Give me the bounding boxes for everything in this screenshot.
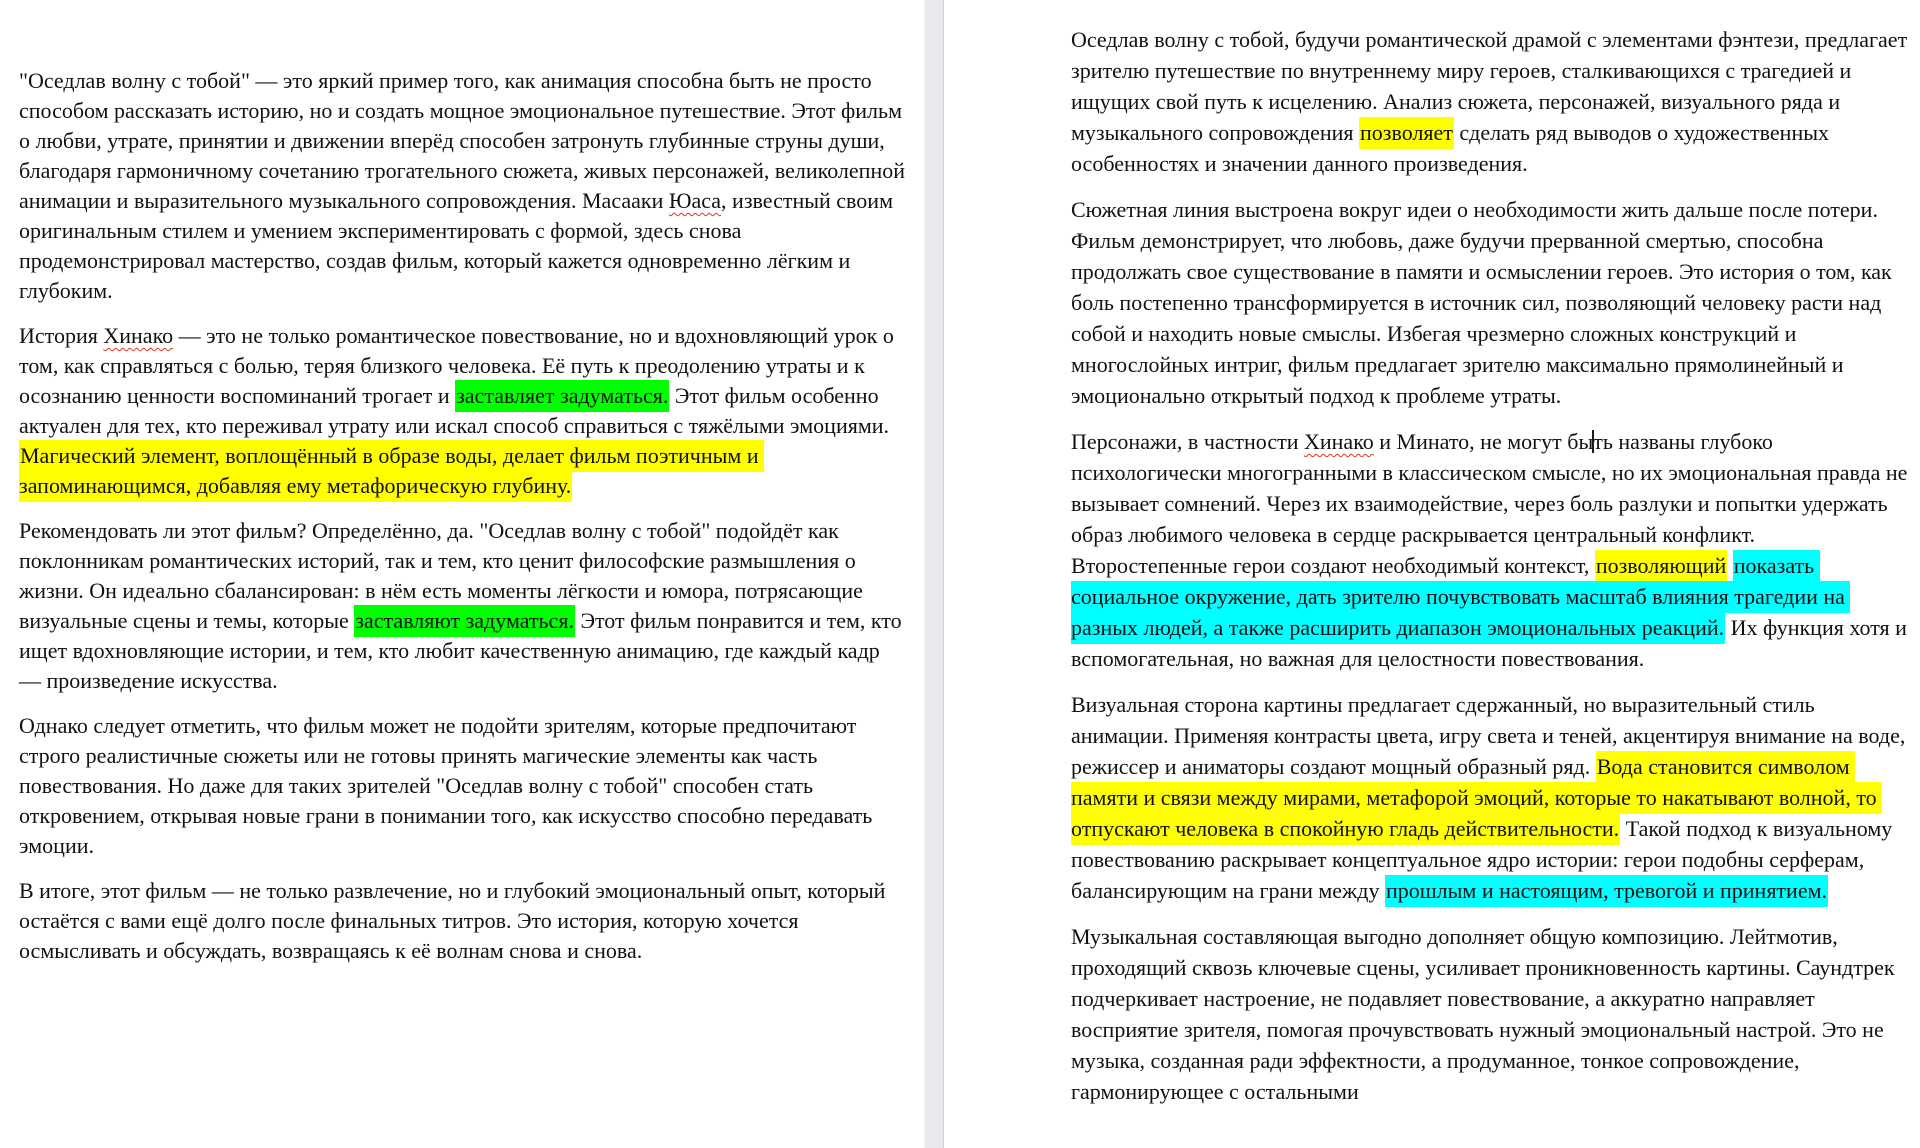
highlighted-text-run: прошлым и настоящим, тревогой и принятием. xyxy=(1385,875,1828,907)
text-run: Их функция хотя и вспомогательная, но важная для целостности повествования. xyxy=(1071,615,1913,671)
text-run: и Минато, не могут бы xyxy=(1373,429,1594,454)
paragraph[interactable] xyxy=(1071,194,1916,411)
paragraph[interactable] xyxy=(1071,921,1916,1107)
paragraph[interactable] xyxy=(19,66,911,306)
text-run: — это не только романтическое повествование, но и вдохновляющий урок о том, как справляться с болью, теряя близкого человека. Её путь к преодолению утраты и к осознанию ценности воспоминаний трогает и xyxy=(19,323,900,408)
text-run: Этот фильм особенно актуален для тех, кто переживал утрату или искал способ справиться с тяжёлыми эмоциями. xyxy=(19,383,895,438)
text-run: Такой подход к визуальному повествованию раскрывает концептуальное ядро истории: герои подобны серферам, балансирующим на грани между xyxy=(1071,816,1898,903)
paragraph[interactable] xyxy=(19,516,906,696)
highlighted-text-run: Вода становится символом памяти и связи между мирами, метафорой эмоций, которые то накатывают волной, то отпускают человека в спокойную гладь действительности. xyxy=(1071,751,1882,845)
text-run: Сюжетная линия выстроена вокруг идеи о необходимости жить дальше после потери. Фильм демонстрирует, что любовь, даже будучи прерванной смертью, способна продолжать свое существование в памяти и осмыслении героев. Это история о том, как боль постепенно трансформируется в источник сил, позволяющий человеку расти над собой и находить новые смыслы. Избегая чрезмерно сложных конструкций и многослойных интриг, фильм предлагает зрителю максимально прямолинейный и эмоционально открытый подход к проблеме утраты. xyxy=(1071,197,1898,408)
text-run: В итоге, этот фильм — не только развлечение, но и глубокий эмоциональный опыт, который остаётся с вами ещё долго после финальных титров. Это история, которую хочется осмысливать и обсуждать, возвращаясь к её волнам снова и снова. xyxy=(19,878,891,963)
text-run: История xyxy=(19,323,104,348)
misspelled-word: Хинако xyxy=(1304,429,1374,454)
highlighted-text-run: позволяющий xyxy=(1595,550,1727,582)
paragraph[interactable] xyxy=(19,711,906,861)
paragraph[interactable] xyxy=(1071,24,1916,179)
text-run: "Оседлав волну с тобой" — это яркий пример того, как анимация способна быть не просто способом рассказать историю, но и создать мощное эмоциональное путешествие. Этот фильм о любви, утрате, принятии и движении вперёд способен затронуть глубинные струны души, благодаря гармоничному сочетанию трогательного сюжета, живых персонажей, великолепной анимации и выразительного музыкального сопровождения. Масааки xyxy=(19,68,911,213)
paragraph[interactable] xyxy=(19,321,906,501)
highlighted-text-run: показать социальное окружение, дать зрителю почувствовать масштаб влияния трагедии на разных людей, а также расширить диапазон эмоциональных реакций. xyxy=(1071,550,1850,644)
highlighted-text-run: заставляют задуматься. xyxy=(354,605,575,637)
text-run xyxy=(1727,553,1733,578)
highlighted-text-run: заставляет задуматься. xyxy=(455,380,669,412)
paragraph[interactable] xyxy=(1071,689,1916,906)
paragraph[interactable] xyxy=(19,876,906,966)
misspelled-word: Юаса xyxy=(668,188,722,213)
text-run: Оседлав волну с тобой, будучи романтической драмой с элементами фэнтези, предлагает зрителю путешествие по внутреннему миру героев, сталкивающихся с трагедией и ищущих свой путь к исцелению. Анализ сюжета, персонажей, визуального ряда и музыкального сопровождения xyxy=(1071,27,1913,145)
left-document-text-area[interactable] xyxy=(0,0,924,966)
window-divider xyxy=(924,0,944,1148)
text-run: Музыкальная составляющая выгодно дополняет общую композицию. Лейтмотив, проходящий сквозь ключевые сцены, усиливает проникновенность картины. Саундтрек подчеркивает настроение, не подавляет повествование, а аккуратно направляет восприятие зрителя, помогая прочувствовать нужный эмоциональный настрой. Это не музыка, созданная ради эффектности, а продуманное, тонкое сопровождение, гармонирующее с остальными xyxy=(1071,924,1901,1104)
text-run: Однако следует отметить, что фильм может не подойти зрителям, которые предпочитают строго реалистичные сюжеты или не готовы принять магические элементы как часть повествования. Но даже для таких зрителей "Оседлав волну с тобой" способен стать откровением, открывая новые грани в понимании того, как искусство способно передавать эмоции. xyxy=(19,713,878,858)
misspelled-word: Хинако xyxy=(103,323,174,348)
right-document-window[interactable] xyxy=(944,0,1920,1148)
text-run: Этот фильм понравится и тем, кто ищет вдохновляющие истории, и тем, кто любит качественную анимацию, где каждый кадр — произведение искусства. xyxy=(19,608,908,693)
text-run: Визуальная сторона картины предлагает сдержанный, но выразительный стиль анимации. Применяя контрасты цвета, игру света и теней, акцентируя внимание на воде, режиссер и аниматоры создают мощный образный ряд. xyxy=(1071,692,1911,779)
right-document-text-area[interactable] xyxy=(944,0,1920,1107)
text-run: Рекомендовать ли этот фильм? Определённо, да. "Оседлав волну с тобой" подойдёт как поклонникам романтических историй, так и тем, кто ценит философские размышления о жизни. Он идеально сбалансирован: в нём есть моменты лёгкости и юмора, потрясающие визуальные сцены и темы, которые xyxy=(19,518,869,633)
text-run: Персонажи, в частности xyxy=(1071,429,1304,454)
left-document-window[interactable] xyxy=(0,0,924,1148)
text-run: ть названы глубоко психологически многогранными в классическом смысле, но их эмоциональная правда не вызывает сомнений. Через их взаимодействие, через боль разлуки и попытки удержать образ любимого человека в сердце раскрывается центральный конфликт. Второстепенные герои создают необходимый контекст, xyxy=(1071,429,1913,578)
highlighted-text-run: Магический элемент, воплощённый в образе воды, делает фильм поэтичным и запоминающимся, добавляя ему метафорическую глубину. xyxy=(19,440,764,502)
paragraph[interactable] xyxy=(1071,426,1916,674)
highlighted-text-run: позволяет xyxy=(1359,117,1454,149)
text-run: , известный своим оригинальным стилем и умением экспериментировать с формой, здесь снова продемонстрировал мастерство, создав фильм, который кажется одновременно лёгким и глубоким. xyxy=(19,188,899,303)
text-run: сделать ряд выводов о художественных особенностях и значении данного произведения. xyxy=(1071,120,1835,176)
